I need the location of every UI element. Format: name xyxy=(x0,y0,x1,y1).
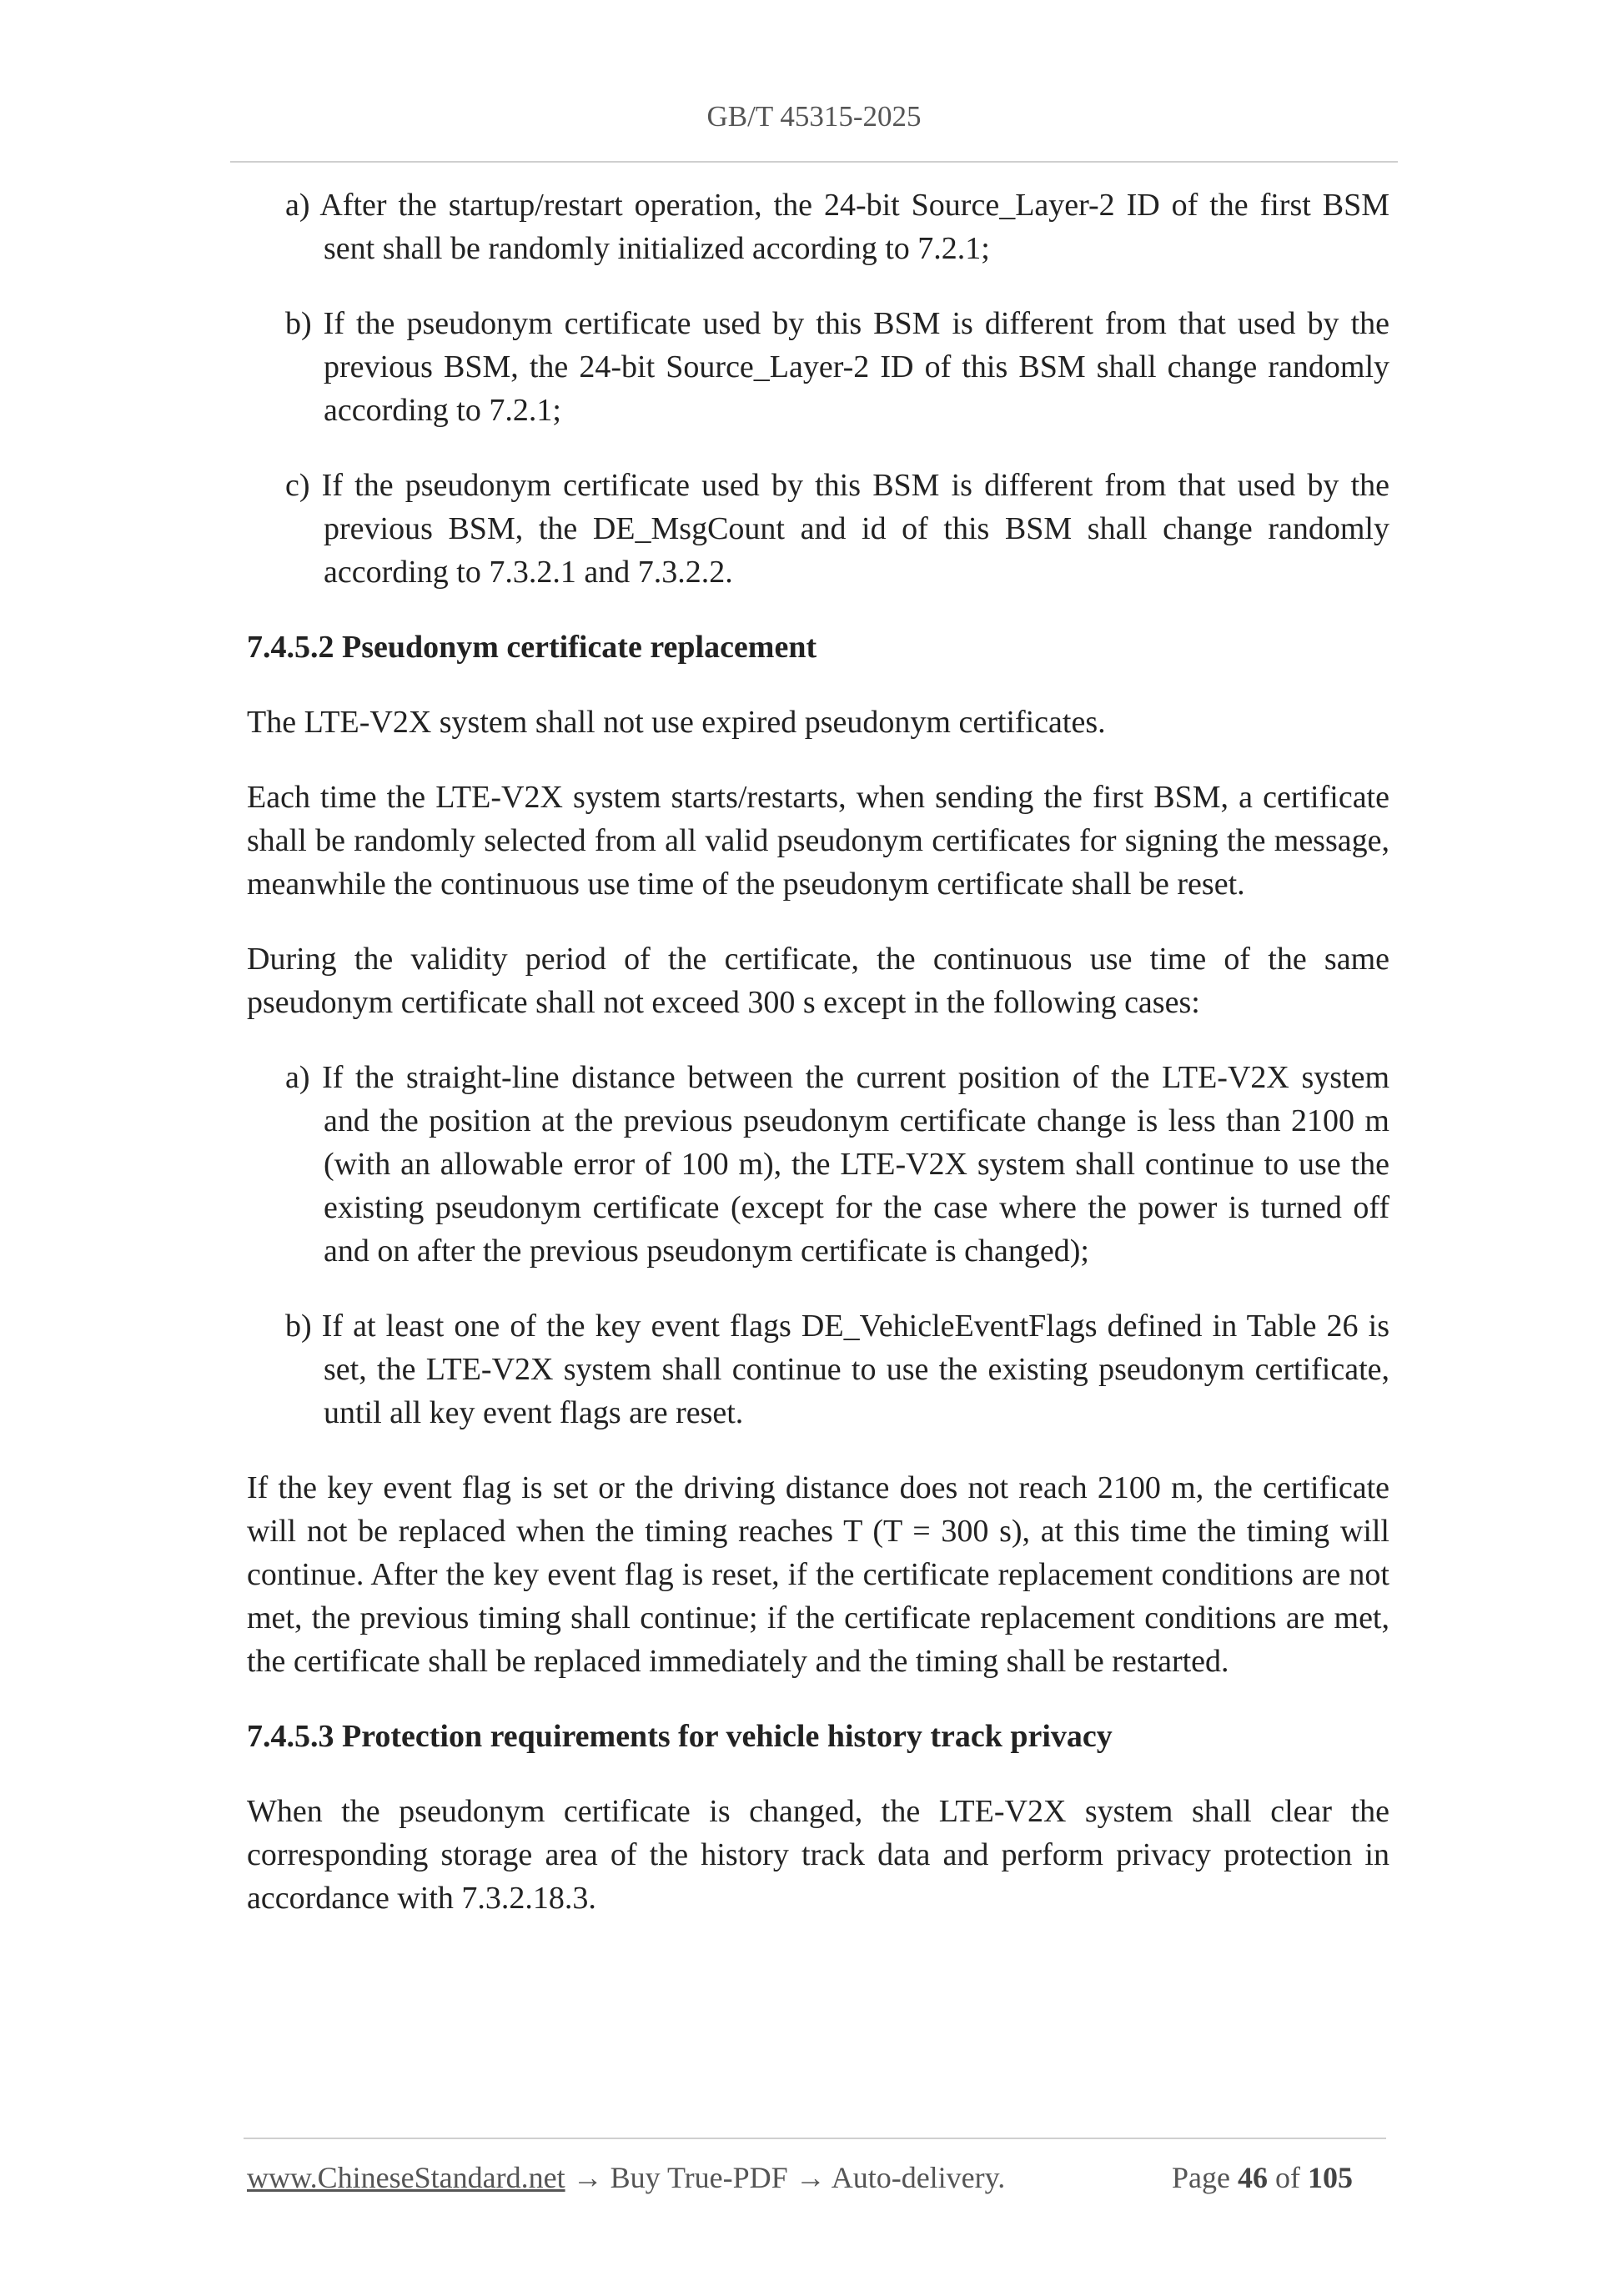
page-current: 46 xyxy=(1237,2161,1268,2194)
page-total: 105 xyxy=(1307,2161,1353,2194)
page-content xyxy=(247,183,1389,1952)
page-number xyxy=(1172,2160,1353,2195)
list-item: c) If the pseudonym certificate used by this BSM is different from that used by the previous BSM, the DE_MsgCount and id of this BSM shall change randomly according to 7.3.2.1 and 7.3.2.2. xyxy=(285,468,1389,590)
arrow-icon: → xyxy=(572,2161,603,2194)
footer-promo xyxy=(247,2160,1005,2195)
paragraph: Each time the LTE-V2X system starts/restarts, when sending the first BSM, a certificate shall be randomly selected from all valid pseudonym certificates for signing the message, meanwhile the continuous use time of the pseudonym certificate shall be reset. xyxy=(247,780,1389,902)
section-heading-7453: 7.4.5.3 Protection requirements for vehicle history track privacy xyxy=(247,1719,1113,1754)
delivery-text: Auto-delivery. xyxy=(831,2161,1006,2194)
footer-divider xyxy=(244,2138,1386,2139)
website-link[interactable]: www.ChineseStandard.net xyxy=(247,2161,565,2194)
paragraph: During the validity period of the certificate, the continuous use time of the same pseudonym certificate shall not exceed 300 s except in the following cases: xyxy=(247,942,1389,1020)
arrow-icon: → xyxy=(795,2161,826,2194)
header-divider xyxy=(230,161,1398,163)
of-label: of xyxy=(1274,2161,1300,2194)
page-label: Page xyxy=(1172,2161,1230,2194)
list-item: a) After the startup/restart operation, the 24-bit Source_Layer-2 ID of the first BSM sent shall be randomly initialized according to 7.2.1; xyxy=(285,188,1389,266)
paragraph: If the key event flag is set or the driving distance does not reach 2100 m, the certificate will not be replaced when the timing reaches T (T = 300 s), at this time the timing will continue. After the key event flag is reset, if the certificate replacement conditions are not met, the previous timing shall continue; if the certificate replacement conditions are met, the certificate shall be replaced immediately and the timing shall be restarted. xyxy=(247,1470,1389,1679)
list-item: b) If the pseudonym certificate used by this BSM is different from that used by the previous BSM, the 24-bit Source_Layer-2 ID of this BSM shall change randomly according to 7.2.1; xyxy=(285,306,1389,428)
document-header: GB/T 45315-2025 xyxy=(706,100,922,133)
paragraph: The LTE-V2X system shall not use expired pseudonym certificates. xyxy=(247,705,1106,740)
list-item: a) If the straight-line distance between the current position of the LTE-V2X system and the position at the previous pseudonym certificate change is less than 2100 m (with an allowable error of 100 m), the LTE-V2X system shall continue to use the existing pseudonym certificate (except for the case where the power is turned off and on after the previous pseudonym certificate is changed); xyxy=(285,1060,1389,1269)
paragraph: When the pseudonym certificate is changed, the LTE-V2X system shall clear the corresponding storage area of the history track data and perform privacy protection in accordance with 7.3.2.18.3. xyxy=(247,1794,1389,1916)
buy-text: Buy True-PDF xyxy=(610,2161,788,2194)
list-item: b) If at least one of the key event flags DE_VehicleEventFlags defined in Table 26 is set, the LTE-V2X system shall continue to use the existing pseudonym certificate, until all key event flags are reset. xyxy=(285,1309,1389,1430)
section-heading-7452: 7.4.5.2 Pseudonym certificate replacement xyxy=(247,630,817,665)
